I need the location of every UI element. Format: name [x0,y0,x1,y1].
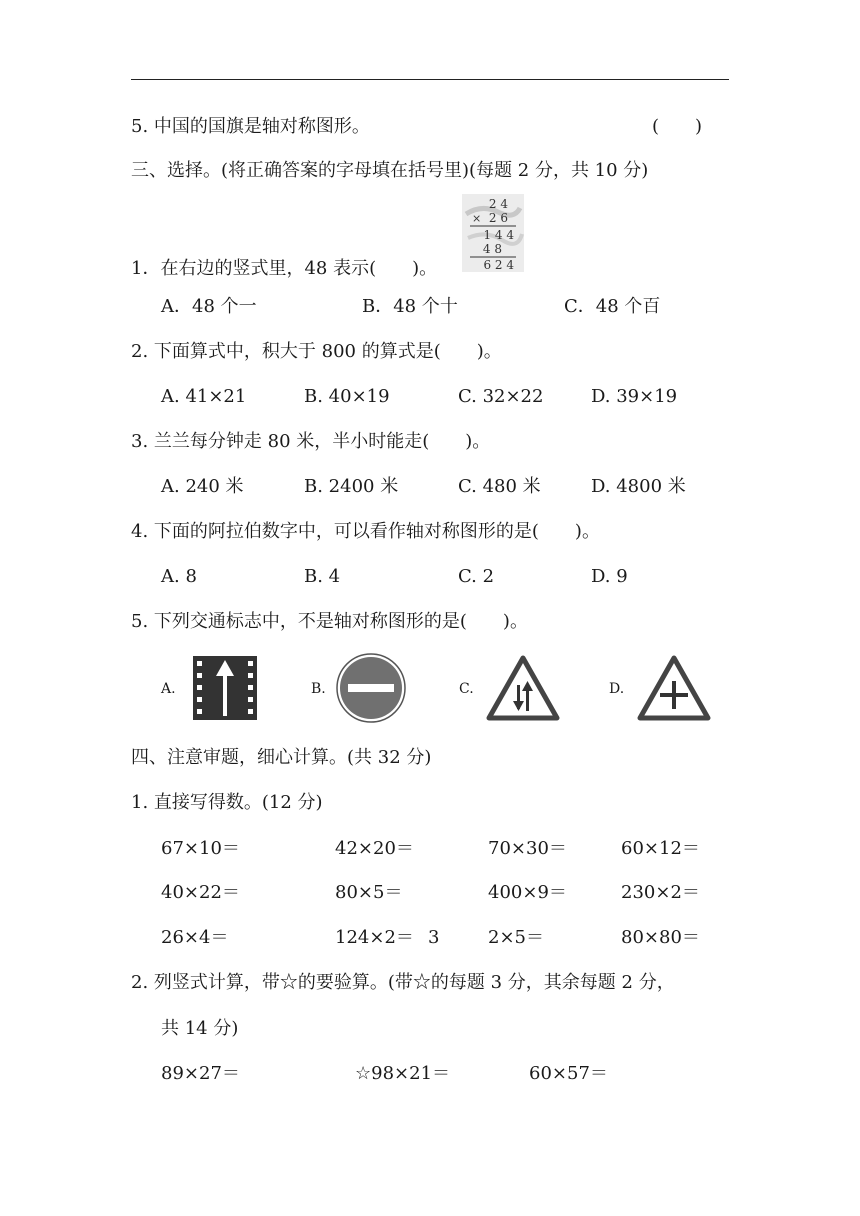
calc-operator: × [472,212,482,225]
calc-item: 80×5＝ [335,882,403,903]
top-rule [131,79,729,80]
section-4-title: 四、注意审题，细心计算。(共 32 分) [131,747,432,768]
option-b: B. [311,681,326,697]
calc-item: 400×9＝ [488,882,567,903]
calc-item: 67×10＝ [161,838,240,859]
option-a: A. 8 [161,566,197,587]
question-3-4: 4. 下面的阿拉伯数字中，可以看作轴对称图形的是( )。 [131,521,600,542]
calc-item: 40×22＝ [161,882,240,903]
calc-row-4: 4 8 [482,242,502,256]
option-d: D. 4800 米 [591,476,686,497]
calc-row-3: 1 4 4 [483,228,514,242]
option-d: D. 39×19 [591,386,678,407]
calc-item: 80×80＝ [621,927,700,948]
question-4-2: 2. 列竖式计算，带☆的要验算。(带☆的每题 3 分，其余每题 2 分， [131,972,675,993]
calc-item: 124×2＝ [335,927,414,948]
vertical-multiplication-figure [462,194,524,272]
calc-item: 2×5＝ [488,927,544,948]
question-4-2-continued: 共 14 分) [161,1018,239,1039]
option-b: B. 4 [304,566,341,587]
crossroads-warning-sign-icon [637,655,711,721]
calc-item: 60×12＝ [621,838,700,859]
no-entry-sign-icon [336,653,406,723]
option-d: D. 9 [591,566,628,587]
option-c: C. 32×22 [458,386,544,407]
section-3-title: 三、选择。(将正确答案的字母填在括号里)(每题 2 分，共 10 分) [131,160,649,181]
vertical-calc-item-starred: ☆98×21＝ [355,1063,451,1084]
option-b: B．48 个十 [362,296,458,317]
question-3-2: 2. 下面算式中，积大于 800 的算式是( )。 [131,341,502,362]
vertical-calc-item: 89×27＝ [161,1063,240,1084]
stray-mark: 3 [428,927,440,948]
calc-row-2: 2 6 [488,211,508,225]
option-b: B. 40×19 [304,386,390,407]
calc-item: 230×2＝ [621,882,700,903]
question-3-1: 1．在右边的竖式里，48 表示( )。 [131,258,438,279]
option-c: C. 480 米 [458,476,541,497]
judge-item-5: 5. 中国的国旗是轴对称图形。 [131,116,370,137]
option-d: D. [609,681,625,697]
answer-bracket: ( ) [652,116,703,137]
question-3-5: 5. 下列交通标志中，不是轴对称图形的是( )。 [131,611,528,632]
question-3-3: 3. 兰兰每分钟走 80 米，半小时能走( )。 [131,431,491,452]
vertical-calc-item: 60×57＝ [529,1063,608,1084]
calc-item: 26×4＝ [161,927,229,948]
option-c: C. 2 [458,566,495,587]
question-4-1: 1. 直接写得数。(12 分) [131,792,323,813]
option-a: A. 240 米 [161,476,244,497]
option-c: C. [459,681,474,697]
calc-row-1: 2 4 [488,197,508,211]
calc-item: 42×20＝ [335,838,414,859]
calc-row-5: 6 2 4 [483,258,514,272]
option-a: A．48 个一 [161,296,257,317]
option-a: A. [161,681,176,697]
option-c: C．48 个百 [564,296,661,317]
straight-ahead-sign-icon [193,656,257,720]
calc-item: 70×30＝ [488,838,567,859]
option-b: B. 2400 米 [304,476,399,497]
two-way-traffic-sign-icon [486,655,560,721]
option-a: A. 41×21 [161,386,247,407]
